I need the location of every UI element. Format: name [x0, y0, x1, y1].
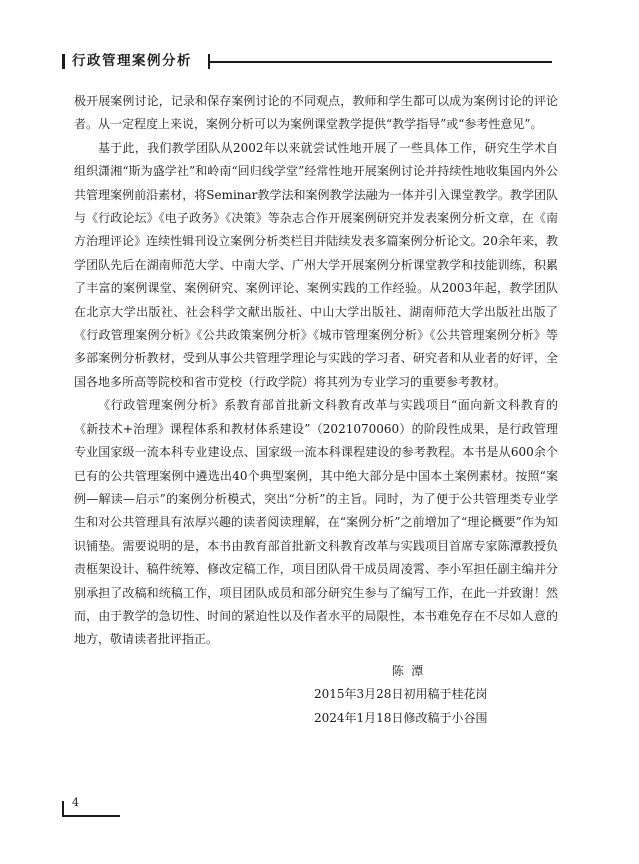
running-header — [62, 52, 552, 72]
signature-date-first: 2015年3月28日初用稿于桂花岗 — [314, 687, 488, 702]
page-body — [74, 90, 558, 730]
header-rule — [210, 61, 552, 63]
paragraph-book-intro: 《行政管理案例分析》系教育部首批新文科教育改革与实践项目“面向新文科教育的《新技术+治理》课程体系和教材体系建设”（2021070060）的阶段性成果，是行政管理专业国家级一流本科专业建设点、国家级一流本科课程建设的参考教程。本书是从600余个已有的公共管理案例中遴选出40个典型案例，其中绝大部分是中国本土案例素材。按照“案例—解读—启示”的案例分析模式，突出“分析”的主旨。同时，为了便于公共管理类专业学生和对公共管理具有浓厚兴趣的读者阅读理解，在“案例分析”之前增加了“理论概要”作为知识铺垫。需要说明的是，本书由教育部首批新文科教育改革与实践项目首席专家陈潭教授负责框架设计、稿件统筹、修改定稿工作，项目团队骨干成员周凌霄、李小军担任副主编并分别承担了改稿和统稿工作，项目团队成员和部分研究生参与了编写工作，在此一并致谢！然而，由于教学的急切性、时间的紧迫性以及作者水平的局限性，本书难免存在不尽如人意的地方，敬请读者批评指正。 — [74, 398, 558, 647]
page-number: 4 — [72, 796, 79, 809]
book-title: 行政管理案例分析 — [72, 53, 192, 69]
author-signature: 陈潭 — [392, 663, 431, 678]
paragraph-continued: 极开展案例讨论，记录和保存案例讨论的不同观点，教师和学生都可以成为案例讨论的评论者。从一定程度上来说，案例分析可以为案例课堂教学提供“教学指导”或“参考性意见”。 — [74, 94, 558, 132]
paragraph-team-work: 基于此，我们教学团队从2002年以来就尝试性地开展了一些具体工作，研究生学术自组织潇湘“斯为盛学社”和岭南“回归线学堂”经常性地开展案例讨论并持续性地收集国内外公共管理案例前沿素材，将Seminar教学法和案例教学法融为一体并引入课堂教学。教学团队与《行政论坛》《电子政务》《决策》等杂志合作开展案例研究并发表案例分析文章，在《南方治理评论》连续性辑刊设立案例分析类栏目并陆续发表多篇案例分析论文。20余年来，教学团队先后在湖南师范大学、中南大学、广州大学开展案例分析课堂教学和技能训练，积累了丰富的案例课堂、案例研究、案例评论、案例实践的工作经验。从2003年起，教学团队在北京大学出版社、社会科学文献出版社、中山大学出版社、湖南师范大学出版社出版了《行政管理案例分析》《公共政策案例分析》《城市管理案例分析》《公共管理案例分析》等多部案例分析教材，受到从事公共管理学理论与实践的学习者、研究者和从业者的好评，全国各地多所高等院校和省市党校（行政学院）将其列为专业学习的重要参考教材。 — [74, 140, 558, 389]
page-footer — [62, 795, 122, 819]
signature-date-revised: 2024年1月18日修改稿于小谷围 — [314, 710, 488, 725]
footer-horizontal-rule — [62, 815, 120, 817]
header-left-bar — [62, 54, 65, 69]
